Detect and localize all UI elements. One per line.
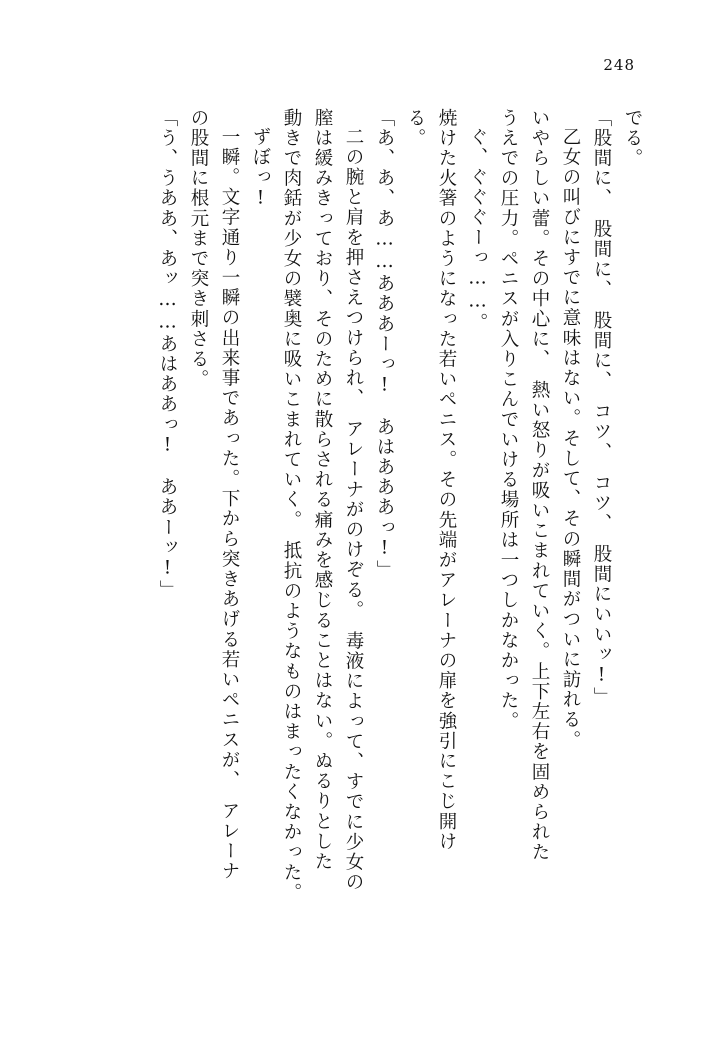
text-line: の股間に根元まで突き刺さる。 [188,108,209,390]
text-line: ぐ、ぐぐぐーっ……。 [467,127,488,333]
text-line: 「股間に、 股間に、 股間に、 コツ、 コツ、 股間にいいッ!」 [591,108,612,708]
text-line: いやらしい蕾。その中心に、 熱い怒りが吸いこまれていく。上下左右を固められた [529,108,550,863]
text-line: ずぼっ! [250,127,271,210]
text-line: 「う、うああ、あッ……あはああっ! ああーッ!」 [157,108,178,601]
text-line: 乙女の叫びにすでに意味はない。そして、その瞬間がついに訪れる。 [560,127,581,751]
text-line: 焼けた火箸のようになった若いペニス。その先端がアレーナの扉を強引にこじ開け [436,108,457,852]
text-line: 動きで肉銛が少女の襞奥に吸いこまれていく。 抵抗のようなものはまったくなかった。 [281,108,302,903]
text-line: 二の腕と肩を押さえつけられ、 アレーナがのけぞる。 毒液によって、すでに少女の [343,127,364,893]
text-line: うえでの圧力。ペニスが入りこんでいける場所は一つしかなかった。 [498,108,519,732]
text-line: でる。 [622,108,643,169]
vertical-text-body [62,108,641,988]
text-line: る。 [405,108,426,149]
text-line: 膣は緩みきっており、そのために散らされる痛みを感じることはない。ぬるりとした [312,108,333,872]
page-number: 248 [603,56,635,74]
text-line: 一瞬。文字通り一瞬の出来事であった。下から突きあげる若いペニスが、 アレーナ [219,127,240,882]
text-line: 「あ、あ、あ……あああーっ! あはあああっ!」 [374,108,395,581]
